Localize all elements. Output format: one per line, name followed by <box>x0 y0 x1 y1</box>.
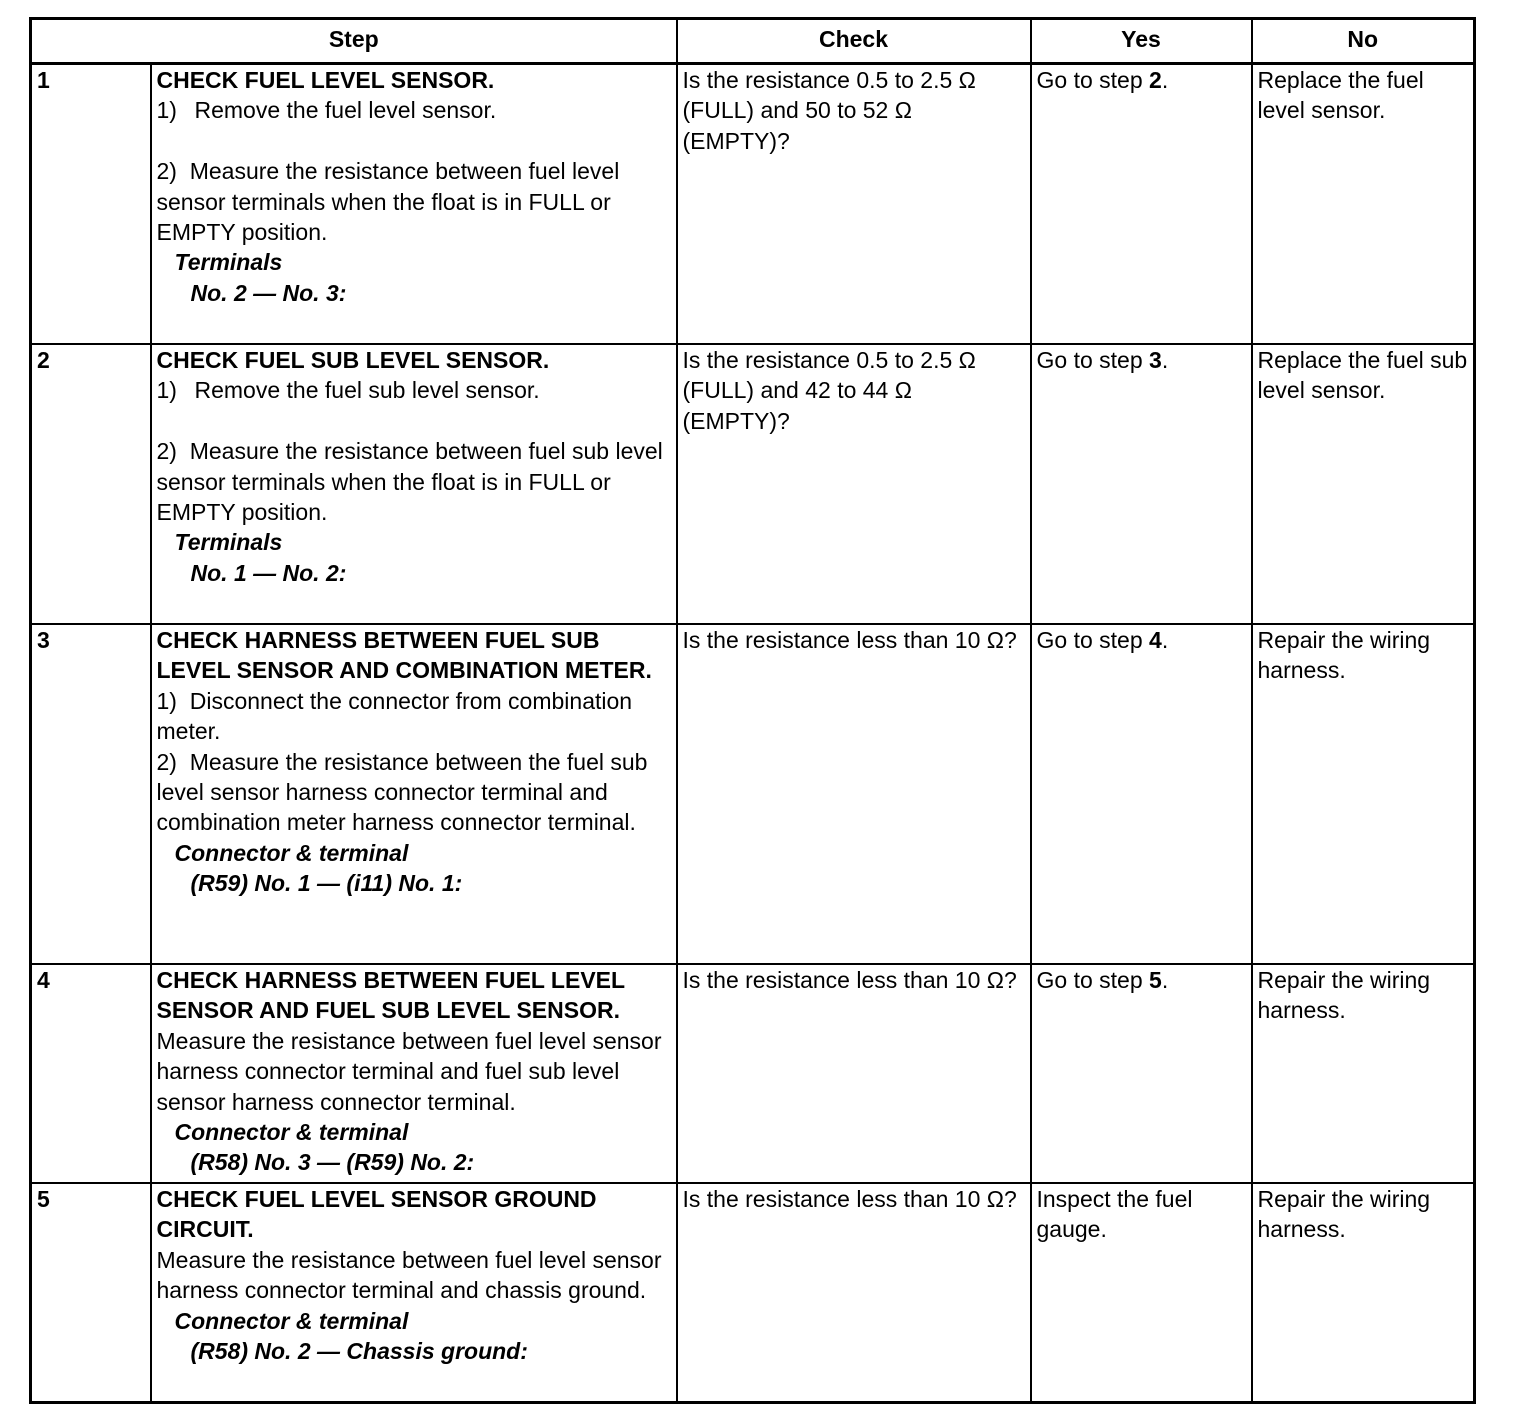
substep-number: 2) <box>156 158 177 185</box>
step-description <box>151 64 677 345</box>
step-number: 2 <box>31 344 151 624</box>
substep-text: Measure the resistance between fuel level sensor terminals when the float is in FULL or EMPTY position. <box>156 158 620 246</box>
check-cell: Is the resistance less than 10 Ω? <box>677 1183 1031 1403</box>
step-number: 4 <box>31 964 151 1183</box>
spec-label: Connector & terminal <box>174 1307 409 1334</box>
spec-value: No. 1 — No. 2: <box>190 559 347 586</box>
yes-suffix: . <box>1161 627 1169 653</box>
substep-text: Remove the fuel level sensor. <box>194 97 497 124</box>
diagnostic-table <box>29 17 1476 1404</box>
no-cell: Repair the wiring harness. <box>1252 964 1475 1183</box>
no-cell: Repair the wiring harness. <box>1252 624 1475 964</box>
spec-label: Connector & terminal <box>174 1119 409 1146</box>
yes-step-ref: 4 <box>1149 627 1162 653</box>
no-cell: Replace the fuel level sensor. <box>1252 64 1475 345</box>
spec-value: (R58) No. 3 — (R59) No. 2: <box>190 1149 475 1176</box>
substep-number: 1) <box>156 97 177 124</box>
spec-value: No. 2 — No. 3: <box>190 279 347 306</box>
yes-step-ref: 5 <box>1149 967 1162 993</box>
step-substep <box>157 95 671 125</box>
substep-number: 1) <box>156 377 177 404</box>
yes-cell: Inspect the fuel gauge. <box>1031 1183 1252 1403</box>
yes-cell <box>1031 964 1252 1183</box>
substep-text: Disconnect the connector from combination meter. <box>156 687 633 745</box>
spec-label: Terminals <box>174 249 283 276</box>
check-cell: Is the resistance less than 10 Ω? <box>677 964 1031 1183</box>
spec-value: (R58) No. 2 — Chassis ground: <box>190 1338 528 1365</box>
step-substep <box>157 686 671 747</box>
yes-text: Go to step <box>1036 67 1150 93</box>
yes-cell <box>1031 344 1252 624</box>
step-description <box>151 1183 677 1403</box>
step-title: CHECK HARNESS BETWEEN FUEL SUB LEVEL SENSOR AND COMBINATION METER. <box>156 627 652 684</box>
yes-cell <box>1031 64 1252 345</box>
step-substep <box>157 375 671 405</box>
header-yes: Yes <box>1031 19 1252 64</box>
yes-step-ref: 3 <box>1149 347 1162 373</box>
header-step: Step <box>31 19 677 64</box>
table-row <box>31 344 1475 624</box>
step-number: 3 <box>31 624 151 964</box>
check-cell: Is the resistance 0.5 to 2.5 Ω (FULL) and 42 to 44 Ω (EMPTY)? <box>677 344 1031 624</box>
step-description <box>151 964 677 1183</box>
substep-text: Remove the fuel sub level sensor. <box>194 377 540 404</box>
substep-text: Measure the resistance between fuel sub level sensor terminals when the float is in FULL or EMPTY position. <box>156 438 663 526</box>
header-check: Check <box>677 19 1031 64</box>
substep-number: 1) <box>156 687 177 714</box>
no-cell: Repair the wiring harness. <box>1252 1183 1475 1403</box>
header-row <box>31 19 1475 64</box>
substep-number: 2) <box>156 438 177 465</box>
step-description <box>151 344 677 624</box>
yes-text: Go to step <box>1036 967 1150 993</box>
step-body: Measure the resistance between fuel level sensor harness connector terminal and chassis ground. <box>156 1246 662 1304</box>
table-row <box>31 1183 1475 1403</box>
substep-number: 2) <box>156 748 177 775</box>
step-substep <box>157 156 671 247</box>
step-title: CHECK FUEL LEVEL SENSOR GROUND CIRCUIT. <box>156 1186 597 1243</box>
yes-suffix: . <box>1161 347 1169 373</box>
step-title: CHECK FUEL LEVEL SENSOR. <box>156 67 495 93</box>
step-number: 1 <box>31 64 151 345</box>
check-cell: Is the resistance 0.5 to 2.5 Ω (FULL) and 50 to 52 Ω (EMPTY)? <box>677 64 1031 345</box>
table-row <box>31 624 1475 964</box>
spec-value: (R59) No. 1 — (i11) No. 1: <box>190 870 463 897</box>
substep-text: Measure the resistance between the fuel sub level sensor harness connector terminal and combination meter harness connector terminal. <box>156 748 648 836</box>
spec-label: Terminals <box>174 529 283 556</box>
spec-label: Connector & terminal <box>174 839 409 866</box>
step-substep <box>157 436 671 527</box>
step-title: CHECK HARNESS BETWEEN FUEL LEVEL SENSOR AND FUEL SUB LEVEL SENSOR. <box>156 967 625 1024</box>
header-no: No <box>1252 19 1475 64</box>
yes-text: Go to step <box>1036 627 1150 653</box>
check-cell: Is the resistance less than 10 Ω? <box>677 624 1031 964</box>
step-number: 5 <box>31 1183 151 1403</box>
step-title: CHECK FUEL SUB LEVEL SENSOR. <box>156 347 550 373</box>
yes-text: Go to step <box>1036 347 1150 373</box>
yes-suffix: . <box>1161 67 1169 93</box>
step-body: Measure the resistance between fuel level sensor harness connector terminal and fuel sub level sensor harness connector terminal. <box>156 1027 662 1115</box>
yes-cell <box>1031 624 1252 964</box>
table-row <box>31 64 1475 345</box>
yes-step-ref: 2 <box>1149 67 1162 93</box>
yes-suffix: . <box>1161 967 1169 993</box>
step-substep <box>157 747 671 838</box>
table-row <box>31 964 1475 1183</box>
no-cell: Replace the fuel sub level sensor. <box>1252 344 1475 624</box>
step-description <box>151 624 677 964</box>
